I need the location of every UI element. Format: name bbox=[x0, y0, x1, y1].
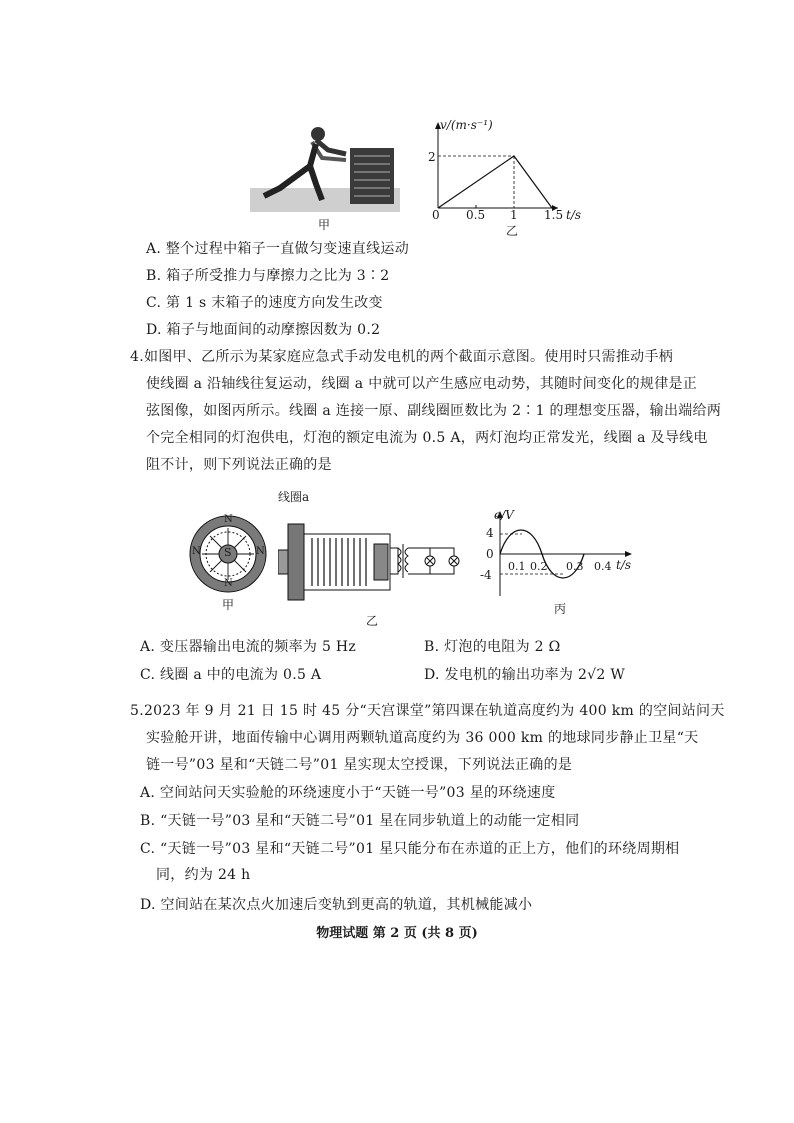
q4-graph-x-tick-03: 0.3 bbox=[566, 560, 584, 573]
q4-graph-x-tick-02: 0.2 bbox=[530, 560, 548, 573]
q4-figure-yi-caption: 乙 bbox=[366, 614, 379, 628]
q3-graph-x-tick-15: 1.5 bbox=[544, 208, 564, 222]
q5-option-c-line-1: C. “天链一号”03 星和“天链二号”01 星只能分布在赤道的正上方，他们的环绕周期相 bbox=[140, 841, 680, 857]
q4-stem-line-2: 使线圈 a 沿轴线往复运动，线圈 a 中就可以产生感应电动势，其随时间变化的规律是正 bbox=[146, 376, 698, 392]
q3-option-b: B. 箱子所受推力与摩擦力之比为 3∶2 bbox=[146, 268, 390, 284]
q4-graph-x-tick-04: 0.4 bbox=[594, 560, 612, 573]
q4-graph-ylabel: e/V bbox=[494, 508, 514, 522]
page-footer: 物理试题 第 2 页 (共 8 页) bbox=[316, 926, 478, 941]
q4-option-c: C. 线圈 a 中的电流为 0.5 A bbox=[140, 667, 322, 683]
q4-option-a: A. 变压器输出电流的频率为 5 Hz bbox=[140, 639, 357, 655]
q3-option-c: C. 第 1 s 末箱子的速度方向发生改变 bbox=[146, 295, 383, 311]
person-pushing-box-figure bbox=[250, 120, 400, 212]
q4-stem-line-1: 4.如图甲、乙所示为某家庭应急式手动发电机的两个截面示意图。使用时只需推动手柄 bbox=[130, 349, 674, 365]
q3-graph-x-tick-05: 0.5 bbox=[466, 208, 486, 222]
q3-graph-ylabel: v/(m·s⁻¹) bbox=[440, 118, 493, 132]
q4-magnet-n-top: N bbox=[224, 514, 233, 525]
q3-option-d: D. 箱子与地面间的动摩擦因数为 0.2 bbox=[146, 322, 381, 338]
q5-stem-line-3: 链一号”03 星和“天链二号”01 星实现太空授课，下列说法正确的是 bbox=[146, 757, 573, 773]
q3-graph-y-tick: 2 bbox=[428, 150, 436, 164]
q4-stem-line-4: 个完全相同的灯泡供电，灯泡的额定电流为 0.5 A，两灯泡均正常发光，线圈 a 及导线电 bbox=[146, 430, 708, 446]
q4-option-d: D. 发电机的输出功率为 2√2 W bbox=[424, 667, 626, 683]
q4-magnet-n-right: N bbox=[256, 546, 265, 557]
q4-magnet-n-left: N bbox=[192, 546, 201, 557]
q4-magnet-n-bottom: N bbox=[224, 578, 233, 589]
q3-graph-x-tick-1: 1 bbox=[510, 208, 518, 222]
person-pushing-box-illustration bbox=[250, 120, 400, 212]
q4-generator-circuit bbox=[278, 514, 462, 610]
q5-option-b: B. “天链一号”03 星和“天链二号”01 星在同步轨道上的动能一定相同 bbox=[140, 813, 580, 829]
q4-graph-x-tick-01: 0.1 bbox=[508, 560, 526, 573]
q4-magnet-s-label: S bbox=[224, 546, 232, 559]
q4-option-b: B. 灯泡的电阻为 2 Ω bbox=[424, 639, 561, 655]
q4-figure-jia-caption: 甲 bbox=[222, 598, 235, 612]
q4-stem-line-3: 弦图像，如图丙所示。线圈 a 连接一原、副线圈匝数比为 2∶1 的理想变压器，输出端给两 bbox=[146, 403, 722, 419]
q5-option-d: D. 空间站在某次点火加速后变轨到更高的轨道，其机械能减小 bbox=[140, 897, 533, 913]
q4-graph-y-tick-4: 4 bbox=[486, 526, 494, 540]
q4-graph-y-tick-0: 0 bbox=[486, 547, 494, 561]
q5-option-a: A. 空间站问天实验舱的环绕速度小于“天链一号”03 星的环绕速度 bbox=[140, 785, 556, 801]
q3-figure-jia-caption: 甲 bbox=[318, 218, 331, 232]
q4-figure-bing-caption: 丙 bbox=[554, 602, 567, 616]
q4-graph-y-tick-minus4: -4 bbox=[480, 568, 492, 582]
q3-graph-x-tick-0: 0 bbox=[432, 208, 440, 222]
q4-coil-label: 线圈a bbox=[278, 490, 310, 504]
q4-stem-line-5: 阻不计，则下列说法正确的是 bbox=[146, 457, 332, 473]
q5-option-c-line-2: 同，约为 24 h bbox=[156, 867, 251, 883]
q3-option-a: A. 整个过程中箱子一直做匀变速直线运动 bbox=[146, 241, 410, 257]
q4-graph-xlabel: t/s bbox=[616, 558, 632, 572]
q5-stem-line-2: 实验舱开讲，地面传输中心调用两颗轨道高度约为 36 000 km 的地球同步静止卫星“天 bbox=[146, 730, 699, 746]
q3-graph-xlabel: t/s bbox=[566, 208, 582, 222]
q5-stem-line-1: 5.2023 年 9 月 21 日 15 时 45 分“天宫课堂”第四课在轨道高度约为 400 km 的空间站问天 bbox=[130, 703, 725, 719]
q3-figure-yi-caption: 乙 bbox=[506, 224, 519, 238]
